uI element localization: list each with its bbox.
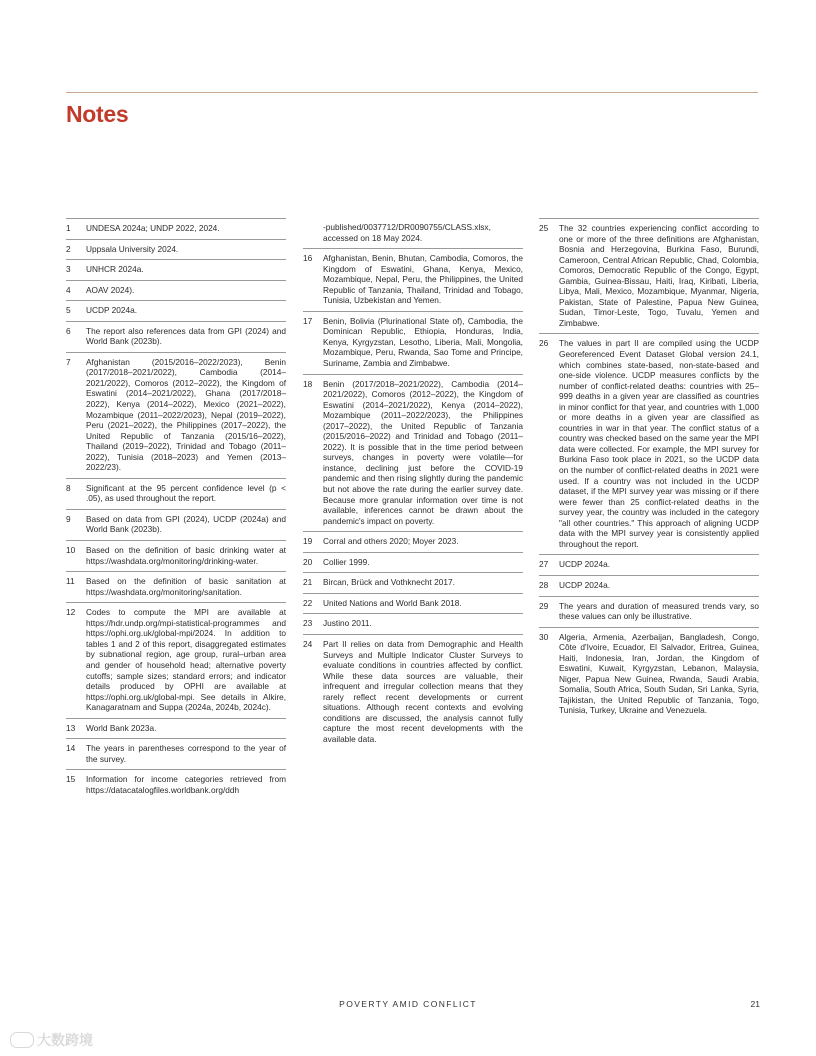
note-item — [303, 593, 523, 614]
note-number: 6 — [66, 325, 71, 336]
note-text: UCDP 2024a. — [559, 559, 611, 570]
note-number: 18 — [303, 378, 313, 389]
page-title: Notes — [66, 101, 129, 127]
note-number: 10 — [66, 545, 76, 556]
note-item — [66, 571, 286, 602]
note-number: 9 — [66, 513, 71, 524]
note-number: 14 — [66, 743, 76, 754]
note-item — [66, 259, 286, 280]
note-item — [539, 596, 759, 627]
note-item — [303, 311, 523, 374]
note-number: 12 — [66, 607, 76, 618]
note-text: Collier 1999. — [323, 556, 370, 567]
note-text: UNDESA 2024a; UNDP 2022, 2024. — [86, 223, 220, 233]
note-number: 7 — [66, 356, 71, 367]
note-number: 30 — [539, 631, 549, 642]
note-number: 25 — [539, 223, 549, 233]
note-number: 23 — [303, 618, 313, 629]
note-text: Afghanistan, Benin, Bhutan, Cambodia, Comoros, the Kingdom of Eswatini, Ghana, Kenya, Mexico, Mozambique, Nepal, Peru, the Philippines, the United Republic of Tanzania, Thailand, Trinidad and Tobago, Tunisia, Uzbekistan and Yemen. — [323, 253, 523, 306]
note-item — [66, 602, 286, 717]
note-text: Benin, Bolivia (Plurinational State of), Cambodia, the Dominican Republic, Ethiopia, Honduras, India, Kenya, Kyrgyzstan, Lesotho, Liberia, Mali, Mongolia, Mozambique, Peru, Rwanda, Sao Tome and Principe, Suriname, Zambia and Zimbabwe. — [323, 315, 523, 369]
running-footer-title: POVERTY AMID CONFLICT — [339, 999, 477, 1009]
note-item — [66, 478, 286, 509]
note-item — [303, 374, 523, 532]
note-text: UCDP 2024a. — [559, 579, 611, 590]
note-text: The years in parentheses correspond to the year of the survey. — [86, 743, 286, 764]
note-number: 28 — [539, 579, 549, 590]
header-rule — [66, 92, 758, 93]
note-item — [66, 239, 286, 260]
note-number: 17 — [303, 315, 313, 326]
note-text: The report also references data from GPI (2024) and World Bank (2023b). — [86, 325, 286, 347]
note-number: 15 — [66, 774, 76, 785]
note-item — [303, 218, 523, 248]
note-text: Part II relies on data from Demographic and Health Surveys and Multiple Indicator Cluster Surveys to evaluate conditions in countries affected by conflict. While these data sources are valuable, their infrequent and irregular collection means that they rarely reflect recent developments or current situations. Although recent contexts and evolving conditions are discussed, the analysis cannot fully capture the most recent developments with the available data. — [323, 638, 523, 744]
note-number: 8 — [66, 482, 71, 493]
note-number: 24 — [303, 638, 313, 649]
note-number — [303, 222, 323, 243]
note-item — [303, 248, 523, 311]
note-item — [66, 509, 286, 540]
note-text: Based on the definition of basic sanitation at https://washdata.org/monitoring/sanitation. — [86, 576, 286, 597]
note-text: -published/0037712/DR0090755/CLASS.xlsx, accessed on 18 May 2024. — [323, 222, 491, 243]
note-text: Based on data from GPI (2024), UCDP (2024a) and World Bank (2023b). — [86, 513, 286, 535]
note-item — [303, 634, 523, 749]
note-number: 2 — [66, 243, 71, 254]
note-number: 5 — [66, 305, 71, 316]
note-number: 26 — [539, 338, 549, 349]
note-text: UCDP 2024a. — [86, 305, 138, 316]
notes-column-1 — [66, 218, 286, 800]
note-text: The years and duration of measured trends vary, so these values can only be illustrative. — [559, 600, 759, 622]
page-number: 21 — [750, 999, 760, 1009]
watermark — [10, 1030, 93, 1050]
note-text: Afghanistan (2015/2016–2022/2023), Benin (2017/2018–2021/2022), Cambodia (2014–2021/2022), Comoros (2012–2022), the Kingdom of Eswatini (2014–2021/2022), Ghana (2017/2018–2022), Kenya (2014–2022), Mexico (2021–2022), Mozambique (2011–2022/2023), Nepal (2019–2022), Peru (2021–2022), the Philippines (2017–2022), the United Republic of Tanzania (2015/16–2022), Thailand (2019–2022), Trinidad and Tobago (2011–2022), Tunisia (2018–2023) and Yemen (2013–2022/23). — [86, 356, 286, 473]
note-item — [303, 613, 523, 634]
note-text: UNHCR 2024a. — [86, 264, 144, 275]
note-number: 11 — [66, 576, 75, 587]
note-text: The values in part II are compiled using the UCDP Georeferenced Event Dataset Global version 24.1, which combines state-based, non-state-based and one-side violence. UCDP measures conflicts by the number of conflict-related deaths: countries with 25–999 deaths in a given year are classified as countries in minor conflict for that year, and countries with 1,000 or more deaths in a given year are classified as countries in war in that year. The conflict status of a country was checked based on the same year the MPI data were collected. For example, the MPI survey for Burkina Faso took place in 2021, so the UCDP data on the number of conflict-related deaths in 2021 were used. If a country was not included in the UCDP dataset, if the MPI survey year was missing or if there were fewer than 25 conflict-related deaths in the survey year, the country was included in the category "all other countries." This approach of aligning UCDP data with the MPI survey year is consistently applied throughout the report. — [559, 338, 759, 549]
note-item — [539, 627, 759, 721]
note-text: Based on the definition of basic drinking water at https://washdata.org/monitoring/drinking-water. — [86, 545, 286, 566]
note-item — [539, 333, 759, 554]
note-text: Significant at the 95 percent confidence level (p < .05), as used throughout the report. — [86, 482, 286, 504]
note-number: 1 — [66, 223, 71, 233]
note-text: AOAV 2024). — [86, 284, 135, 295]
note-item — [66, 738, 286, 769]
watermark-text: 大数跨境 — [37, 1032, 93, 1048]
note-number: 20 — [303, 556, 313, 567]
note-text: Codes to compute the MPI are available at https://hdr.undp.org/mpi-statistical-programmes and https://ophi.org.uk/global-mpi/2024. In addition to tables 1 and 2 of this report, disaggregated estimates by subnational region, age group, rural–urban area and gender of household head; alternative poverty cutoffs; sample sizes; standard errors; and indicator details produced by OPHI are available at https://ophi.org.uk/global-mpi. See details in Alkire, Kanagaratnam and Suppa (2024a, 2024b, 2024c). — [86, 607, 286, 713]
note-text: World Bank 2023a. — [86, 722, 157, 733]
note-number: 19 — [303, 536, 313, 547]
note-text: Benin (2017/2018–2021/2022), Cambodia (2014–2021/2022), Comoros (2012–2022), the Kingdom of Eswatini (2014–2021/2022), Kenya (2014–2022), Mozambique (2011–2022/2023), the Philippines (2017–2022), the United Republic of Tanzania (2015/2016–2022) and Trinidad and Tobago (2011–2022). It is possible that in the time period between surveys, changes in poverty were volatile—for instance, declining just before the COVID-19 pandemic and then rising slightly during the pandemic but not above the rate during the earlier survey date. Because more granular information over time is not available, inferences cannot be drawn about the pandemic's impact on poverty. — [323, 378, 523, 526]
note-item — [539, 575, 759, 596]
notes-column-3 — [539, 218, 759, 721]
note-item — [303, 531, 523, 552]
note-item — [66, 540, 286, 571]
note-number: 4 — [66, 284, 71, 295]
note-item — [66, 718, 286, 739]
note-item — [66, 321, 286, 352]
note-item — [66, 300, 286, 321]
note-text: Information for income categories retrieved from https://datacatalogfiles.worldbank.org/ddh — [86, 774, 286, 795]
note-item — [539, 218, 759, 333]
note-item — [66, 280, 286, 301]
note-number: 3 — [66, 264, 71, 275]
note-text: United Nations and World Bank 2018. — [323, 597, 462, 608]
note-number: 29 — [539, 600, 549, 611]
note-text: Algeria, Armenia, Azerbaijan, Bangladesh, Congo, Côte d'Ivoire, Ecuador, El Salvador, Eritrea, Guinea, Haiti, Indonesia, Iran, Jordan, the Kingdom of Eswatini, Kuwait, Kyrgyzstan, Lebanon, Malaysia, Niger, Papua New Guinea, Rwanda, Saudi Arabia, Somalia, South Africa, South Sudan, Sri Lanka, Syria, Tajikistan, the United Republic of Tanzania, Togo, Tunisia, Turkey, Ukraine and Venezuela. — [559, 631, 759, 716]
note-number: 13 — [66, 722, 76, 733]
note-item — [539, 554, 759, 575]
note-number: 22 — [303, 597, 313, 608]
note-text: Corral and others 2020; Moyer 2023. — [323, 536, 459, 547]
note-item — [303, 572, 523, 593]
note-text: Bircan, Brück and Vothknecht 2017. — [323, 577, 455, 588]
note-text: The 32 countries experiencing conflict according to one or more of the three definitions are Afghanistan, Bosnia and Herzegovina, Burkina Faso, Burundi, Cameroon, Central African Republic, Chad, Colombia, Comoros, Democratic Republic of the Congo, Egypt, Gambia, Guinea-Bissau, Haiti, Iraq, Kiribati, Liberia, Libya, Mali, Mexico, Mozambique, Myanmar, Nigeria, Pakistan, State of Palestine, Papua New Guinea, Sudan, Timor-Leste, Togo, Tuvalu, Yemen and Zimbabwe. — [559, 223, 759, 328]
notes-column-2 — [303, 218, 523, 749]
note-number: 21 — [303, 577, 313, 588]
note-item — [303, 552, 523, 573]
note-item — [66, 218, 286, 239]
note-number: 16 — [303, 253, 313, 264]
note-item — [66, 769, 286, 800]
ring-logo-icon — [10, 1032, 34, 1048]
note-item — [66, 352, 286, 478]
note-text: Justino 2011. — [323, 618, 372, 629]
note-number: 27 — [539, 559, 549, 570]
note-text: Uppsala University 2024. — [86, 243, 179, 254]
